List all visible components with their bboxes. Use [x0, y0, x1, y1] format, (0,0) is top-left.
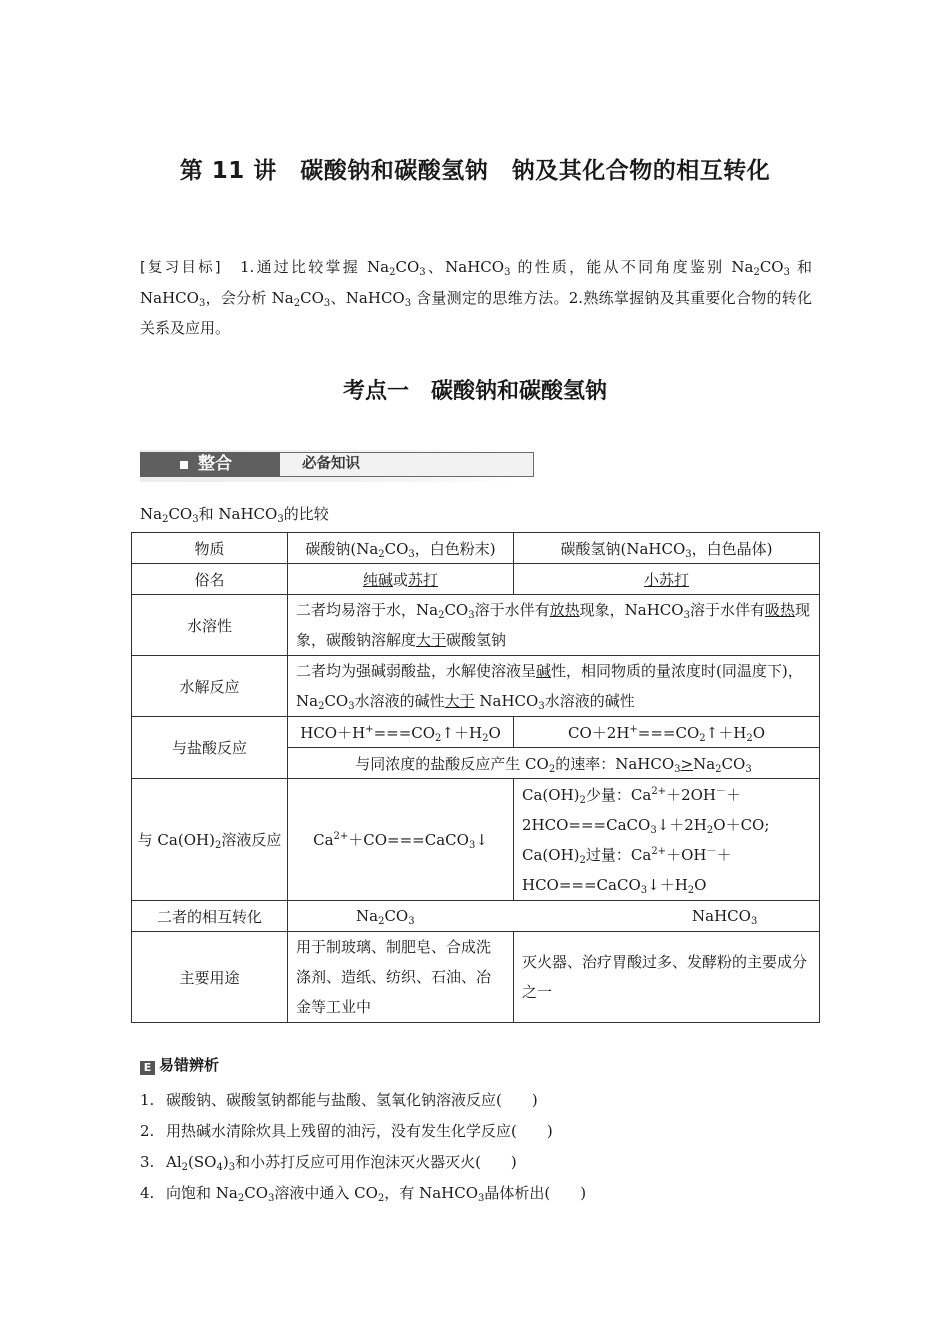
- cell-text: CO: [384, 907, 409, 925]
- sub: 3: [468, 840, 476, 851]
- cell-text: CO: [444, 601, 469, 619]
- sub: 2: [318, 701, 325, 712]
- sub: 2: [548, 763, 556, 775]
- cell-text: 现象，NaHCO: [579, 601, 684, 619]
- table-row: [132, 779, 820, 901]
- row-label: 二者的相互转化: [132, 901, 288, 932]
- cell-text: 水溶液的碱性: [544, 692, 635, 710]
- sub: 2: [181, 1162, 189, 1173]
- goals-label: [复习目标]: [140, 260, 221, 276]
- sub: 2: [237, 1193, 245, 1204]
- row-label: 水解反应: [132, 656, 288, 717]
- caption-text: 和 NaHCO: [198, 505, 278, 523]
- caption-text: 的比较: [283, 505, 329, 523]
- sup: －: [716, 785, 726, 797]
- cell-text: ↓: [475, 831, 488, 849]
- sub: 3: [504, 267, 511, 278]
- caption-text: CO: [168, 505, 193, 523]
- sub: 2: [715, 763, 722, 775]
- sub: 3: [478, 1193, 485, 1204]
- item-text: 溶液中通入 CO: [274, 1184, 378, 1202]
- item-text: 和小苏打反应可用作泡沫灭火器灭火( ): [235, 1153, 517, 1171]
- cell-text: 小苏打: [643, 570, 689, 589]
- cell-text: O: [488, 723, 501, 742]
- cell-text: 或: [392, 570, 408, 589]
- row-label: 主要用途: [132, 932, 288, 1023]
- cell-text: ＋2OH: [666, 785, 716, 804]
- e-icon: E: [140, 1061, 155, 1075]
- sub: 3: [783, 267, 790, 278]
- table-row: [132, 656, 820, 717]
- cell-text: 溶于水伴有: [689, 601, 765, 619]
- goals-text: 和 NaHCO: [140, 258, 812, 307]
- item-text: 向饱和 Na: [166, 1184, 238, 1202]
- cell-line: [522, 840, 811, 870]
- sub: 2: [438, 610, 445, 621]
- sub: 3: [198, 298, 206, 309]
- table-cell: [514, 564, 820, 595]
- goals-text: CO: [395, 258, 420, 276]
- cell-text: ↓＋H: [647, 875, 688, 894]
- error-analysis-heading: [140, 1054, 219, 1075]
- cell-text-group: [692, 907, 757, 925]
- cell-text: 碳酸氢钠(NaHCO: [560, 539, 686, 558]
- cell-text: ＋: [726, 785, 742, 804]
- table-row: [132, 564, 820, 595]
- cell-text: Ca(OH): [522, 785, 580, 804]
- sub: 3: [192, 514, 199, 525]
- table-cell: [288, 564, 514, 595]
- sub: 3: [408, 548, 415, 560]
- goals-text: CO: [300, 289, 324, 307]
- item-number: 3.: [140, 1153, 155, 1171]
- item-number: 1.: [140, 1091, 155, 1109]
- item-number: 2.: [140, 1122, 155, 1140]
- list-item: [140, 1119, 586, 1150]
- sup: 2+: [651, 845, 667, 857]
- table-cell: [288, 901, 820, 932]
- sub: 3: [468, 610, 475, 621]
- cell-text: ，白色粉末): [414, 539, 496, 558]
- goals-text: ，会分析 Na: [205, 289, 294, 307]
- cell-text: O: [694, 875, 707, 894]
- sub: 2: [378, 548, 385, 560]
- cell-text: O＋CO;: [713, 815, 770, 834]
- sup: －: [706, 845, 717, 857]
- table-cell: [288, 656, 820, 717]
- sub: 2: [293, 298, 301, 309]
- sub: 3: [348, 701, 355, 712]
- table-row: [132, 932, 820, 1023]
- cell-text: ===CO: [637, 723, 700, 742]
- square-icon: [180, 461, 188, 469]
- sub: 3: [404, 298, 412, 309]
- goals-text: 、NaHCO: [330, 289, 405, 307]
- cell-text: HCO===CaCO: [522, 875, 641, 894]
- cell-text: ===CO: [373, 723, 436, 742]
- cell-text: HCO＋H: [300, 723, 366, 742]
- table-cell: [288, 748, 820, 779]
- cell-text: NaHCO: [692, 907, 751, 925]
- cell-text: CO: [384, 539, 409, 558]
- goals-text: CO: [759, 258, 784, 276]
- table-cell: [288, 717, 514, 748]
- cell-text: 吸热: [764, 601, 795, 619]
- cell-text: 碳酸钠(Na: [305, 539, 379, 558]
- cell-text: 大于: [444, 692, 475, 710]
- review-goals: [140, 252, 812, 343]
- cell-text: 现象，碳酸钠溶解度: [296, 601, 810, 649]
- banner-light: [280, 452, 534, 477]
- sub: 2: [579, 794, 586, 806]
- sub: 3: [323, 298, 331, 309]
- section-title: 考点一 碳酸钠和碳酸氢钠: [342, 379, 607, 404]
- cell-text: 二者均易溶于水，Na: [296, 601, 439, 619]
- sub: 3: [228, 1162, 236, 1173]
- banner-light-label: 必备知识: [302, 456, 360, 472]
- cell-text: >: [680, 754, 694, 773]
- table-row: [132, 901, 820, 932]
- page-title: 第 11 讲 碳酸钠和碳酸氢钠 钠及其化合物的相互转化: [179, 158, 771, 184]
- item-text: 晶体析出( ): [484, 1184, 587, 1202]
- sub: 2: [753, 267, 760, 278]
- cell-text: ，白色晶体): [691, 539, 773, 558]
- caption-text: Na: [140, 505, 163, 523]
- sub: 3: [408, 916, 415, 927]
- sub: 2: [214, 839, 222, 851]
- cell-text: Na: [356, 907, 379, 925]
- cell-text: 碱: [536, 662, 552, 680]
- cell-text: NaHCO: [474, 692, 539, 710]
- cell-line: [522, 780, 811, 810]
- row-label: 俗名: [132, 564, 288, 595]
- table-cell: [514, 779, 820, 901]
- sub: 4: [216, 1162, 223, 1173]
- sub: 2: [378, 916, 385, 927]
- item-text: Al: [166, 1153, 182, 1171]
- list-item: [140, 1150, 586, 1181]
- cell-text: ＋OH: [666, 845, 707, 864]
- cell-text: 碳酸氢钠: [446, 631, 507, 649]
- sup: 2+: [333, 831, 349, 842]
- sub: 2: [162, 514, 169, 525]
- table-row: [132, 595, 820, 656]
- sub: 2: [435, 732, 442, 744]
- sub: 3: [674, 763, 681, 775]
- cell-line: [522, 810, 811, 840]
- banner-dark-label: 整合: [198, 454, 232, 474]
- sub: 3: [277, 514, 284, 525]
- header-cell: [514, 533, 820, 564]
- sub: 3: [640, 884, 648, 896]
- item-number: 4.: [140, 1184, 155, 1202]
- sub: 2: [377, 1193, 385, 1204]
- error-items: [140, 1088, 586, 1212]
- cell-text: 性，相同物质的量浓度时(同温度下)，Na: [296, 662, 803, 710]
- sup: +: [629, 723, 638, 735]
- cell-text: CO: [721, 754, 746, 773]
- sub: 3: [268, 1193, 275, 1204]
- item-text: ，有 NaHCO: [384, 1184, 478, 1202]
- error-analysis-title: 易错辨析: [159, 1056, 220, 1074]
- item-text: CO: [244, 1184, 268, 1202]
- sub: 3: [538, 701, 545, 712]
- sub: 3: [419, 267, 426, 278]
- cell-text: 纯碱: [362, 570, 393, 589]
- cell-text: CO＋2H: [568, 723, 630, 742]
- section-banner: [140, 450, 518, 482]
- cell-text: 溶于水伴有: [474, 601, 550, 619]
- sub: 2: [706, 824, 714, 836]
- table-row: [132, 717, 820, 748]
- sub: 2: [389, 267, 396, 278]
- table-row: [132, 533, 820, 564]
- cell-text: 2HCO===CaCO: [522, 815, 651, 834]
- goals-text: 、NaHCO: [425, 258, 505, 276]
- comparison-table: [131, 532, 820, 1023]
- table-cell: [288, 779, 514, 901]
- sup: +: [365, 723, 374, 735]
- sub: 2: [687, 884, 695, 896]
- goals-text: 1.通过比较掌握 Na: [220, 258, 390, 276]
- cell-text-group: [356, 907, 415, 925]
- cell-text: 的速率：NaHCO: [555, 754, 675, 773]
- cell-text: CO: [324, 692, 349, 710]
- sub: 3: [650, 824, 657, 836]
- sub: 3: [685, 548, 692, 560]
- cell-text: O: [752, 723, 765, 742]
- cell-text: 二者均为强碱弱酸盐，水解使溶液呈: [296, 662, 537, 680]
- cell-line: [522, 870, 811, 900]
- sub: 3: [745, 763, 752, 775]
- cell-text: ↑＋H: [705, 723, 747, 742]
- cell-text: 水溶液的碱性: [354, 692, 445, 710]
- sub: 2: [579, 854, 586, 866]
- item-text: 碳酸钠、碳酸氢钠都能与盐酸、氢氧化钠溶液反应( ): [166, 1091, 538, 1109]
- sub: 3: [750, 916, 758, 927]
- cell-text: Na: [693, 754, 716, 773]
- cell-text: Ca(OH): [522, 845, 580, 864]
- sub: 2: [482, 732, 489, 744]
- item-text: ): [222, 1153, 229, 1171]
- cell-text: ↓＋2H: [656, 815, 707, 834]
- item-text: (SO: [188, 1153, 217, 1171]
- cell-text: ↑＋H: [441, 723, 483, 742]
- sub: 2: [746, 732, 753, 744]
- table-cell: [288, 595, 820, 656]
- table-cell: 灭火器、治疗胃酸过多、发酵粉的主要成分之一: [514, 932, 820, 1023]
- table-cell: 用于制玻璃、制肥皂、合成洗涤剂、造纸、纺织、石油、冶金等工业中: [288, 932, 514, 1023]
- cell-text: 放热: [549, 601, 580, 619]
- sub: 3: [683, 610, 690, 621]
- cell-text: ＋: [716, 845, 732, 864]
- cell-text: 与 Ca(OH): [137, 830, 215, 849]
- cell-text: 溶液反应: [221, 830, 282, 849]
- cell-text: 过量：Ca: [585, 845, 652, 864]
- cell-text: Ca: [313, 831, 334, 849]
- goals-text: 含量测定的思维方法。2.熟练掌握钠及其重要化合物的转化关系及应用。: [140, 289, 812, 337]
- header-cell: [288, 533, 514, 564]
- row-label: 水溶性: [132, 595, 288, 656]
- list-item: [140, 1088, 586, 1119]
- cell-text: 与同浓度的盐酸反应产生 CO: [355, 754, 549, 773]
- table-caption: [140, 503, 329, 524]
- row-label: 与盐酸反应: [132, 717, 288, 779]
- sub: 2: [699, 732, 706, 744]
- cell-text: 少量：Ca: [585, 785, 652, 804]
- sup: 2+: [651, 785, 667, 797]
- list-item: [140, 1181, 586, 1212]
- item-text: 用热碱水清除炊具上残留的油污，没有发生化学反应( ): [166, 1122, 553, 1140]
- banner-dark: [140, 452, 280, 477]
- cell-text: 大于: [416, 631, 447, 649]
- row-label: [132, 779, 288, 901]
- table-cell: [514, 717, 820, 748]
- goals-text: 的性质，能从不同角度鉴别 Na: [510, 258, 754, 276]
- cell-text: ＋CO===CaCO: [348, 831, 469, 849]
- cell-text: 苏打: [408, 570, 439, 589]
- header-cell: 物质: [132, 533, 288, 564]
